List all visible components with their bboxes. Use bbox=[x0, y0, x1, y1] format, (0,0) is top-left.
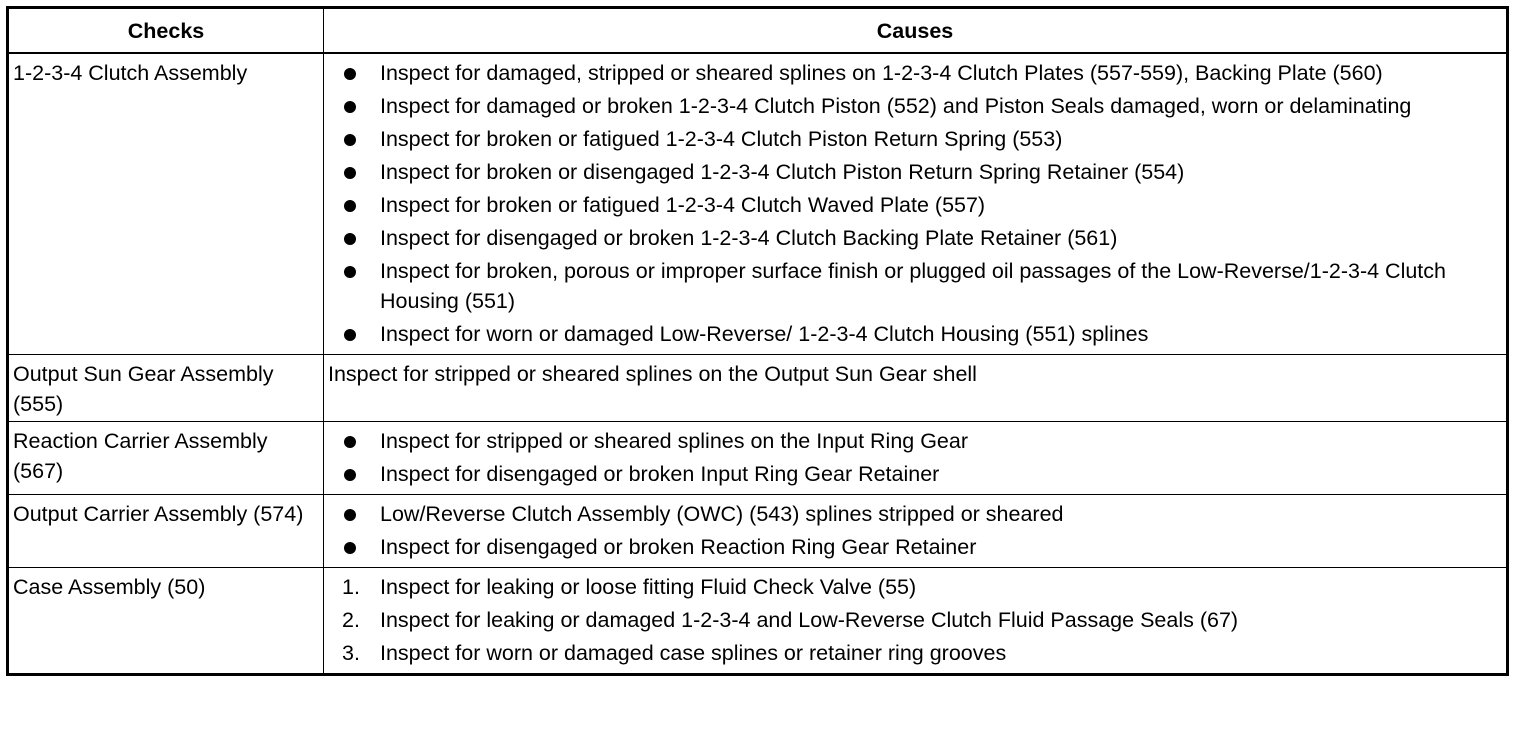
check-cell: 1-2-3-4 Clutch Assembly bbox=[8, 53, 324, 355]
cause-text: Inspect for broken, porous or improper surface finish or plugged oil passages of the Low-Reverse/1-2-3-4 Clutch Housing (551) bbox=[380, 259, 1446, 313]
cause-text: Inspect for disengaged or broken Reaction Ring Gear Retainer bbox=[380, 535, 977, 559]
cause-text: Low/Reverse Clutch Assembly (OWC) (543) splines stripped or sheared bbox=[380, 502, 1064, 526]
cause-text: Inspect for damaged or broken 1-2-3-4 Clutch Piston (552) and Piston Seals damaged, worn or delaminating bbox=[380, 94, 1412, 118]
bullet-icon bbox=[344, 329, 356, 341]
table-header-row bbox=[8, 8, 1508, 54]
causes-bullet-list bbox=[326, 426, 1500, 489]
cause-text: Inspect for worn or damaged case splines or retainer ring grooves bbox=[380, 641, 1007, 665]
step-number: 3. bbox=[342, 641, 360, 665]
list-item bbox=[326, 426, 1500, 456]
bullet-icon bbox=[344, 436, 356, 448]
bullet-icon bbox=[344, 200, 356, 212]
column-header-checks: Checks bbox=[8, 8, 324, 54]
causes-cell bbox=[324, 495, 1508, 568]
list-item bbox=[326, 319, 1500, 349]
causes-cell bbox=[324, 53, 1508, 355]
cause-text: Inspect for broken or fatigued 1-2-3-4 Clutch Piston Return Spring (553) bbox=[380, 127, 1063, 151]
table-row bbox=[8, 495, 1508, 568]
list-item bbox=[326, 91, 1500, 121]
causes-cell bbox=[324, 355, 1508, 422]
causes-bullet-list bbox=[326, 499, 1500, 562]
list-item bbox=[326, 124, 1500, 154]
list-item bbox=[326, 58, 1500, 88]
list-item bbox=[326, 190, 1500, 220]
causes-cell bbox=[324, 568, 1508, 675]
step-number: 1. bbox=[342, 575, 360, 599]
cause-text: Inspect for leaking or loose fitting Fluid Check Valve (55) bbox=[380, 575, 917, 599]
diagnostic-table-container bbox=[6, 6, 1506, 676]
cause-text: Inspect for disengaged or broken Input Ring Gear Retainer bbox=[380, 462, 940, 486]
table-row bbox=[8, 53, 1508, 355]
check-cell: Reaction Carrier Assembly (567) bbox=[8, 422, 324, 495]
list-item bbox=[326, 605, 1500, 635]
list-item bbox=[326, 499, 1500, 529]
cause-text: Inspect for broken or disengaged 1-2-3-4 Clutch Piston Return Spring Retainer (554) bbox=[380, 160, 1185, 184]
diagnostic-table bbox=[6, 6, 1509, 676]
bullet-icon bbox=[344, 469, 356, 481]
cause-text: Inspect for stripped or sheared splines on the Output Sun Gear shell bbox=[328, 362, 977, 386]
causes-bullet-list bbox=[326, 58, 1500, 349]
table-row bbox=[8, 355, 1508, 422]
causes-numbered-list bbox=[326, 572, 1500, 668]
cause-text: Inspect for worn or damaged Low-Reverse/ 1-2-3-4 Clutch Housing (551) splines bbox=[380, 322, 1149, 346]
bullet-icon bbox=[344, 101, 356, 113]
bullet-icon bbox=[344, 509, 356, 521]
causes-cell bbox=[324, 422, 1508, 495]
list-item bbox=[326, 256, 1500, 316]
bullet-icon bbox=[344, 542, 356, 554]
cause-text: Inspect for stripped or sheared splines on the Input Ring Gear bbox=[380, 429, 969, 453]
bullet-icon bbox=[344, 266, 356, 278]
list-item bbox=[326, 638, 1500, 668]
cause-text: Inspect for damaged, stripped or sheared splines on 1-2-3-4 Clutch Plates (557-559), Backing Plate (560) bbox=[380, 61, 1383, 85]
step-number: 2. bbox=[342, 608, 360, 632]
cause-text: Inspect for broken or fatigued 1-2-3-4 Clutch Waved Plate (557) bbox=[380, 193, 986, 217]
table-row bbox=[8, 422, 1508, 495]
check-cell: Output Carrier Assembly (574) bbox=[8, 495, 324, 568]
list-item bbox=[326, 459, 1500, 489]
list-item bbox=[326, 532, 1500, 562]
check-cell: Case Assembly (50) bbox=[8, 568, 324, 675]
check-cell: Output Sun Gear Assembly (555) bbox=[8, 355, 324, 422]
cause-text: Inspect for disengaged or broken 1-2-3-4 Clutch Backing Plate Retainer (561) bbox=[380, 226, 1118, 250]
column-header-causes: Causes bbox=[324, 8, 1508, 54]
bullet-icon bbox=[344, 233, 356, 245]
list-item bbox=[326, 223, 1500, 253]
table-row bbox=[8, 568, 1508, 675]
bullet-icon bbox=[344, 167, 356, 179]
cause-text: Inspect for leaking or damaged 1-2-3-4 and Low-Reverse Clutch Fluid Passage Seals (67) bbox=[380, 608, 1239, 632]
bullet-icon bbox=[344, 68, 356, 80]
bullet-icon bbox=[344, 134, 356, 146]
list-item bbox=[326, 572, 1500, 602]
list-item bbox=[326, 157, 1500, 187]
